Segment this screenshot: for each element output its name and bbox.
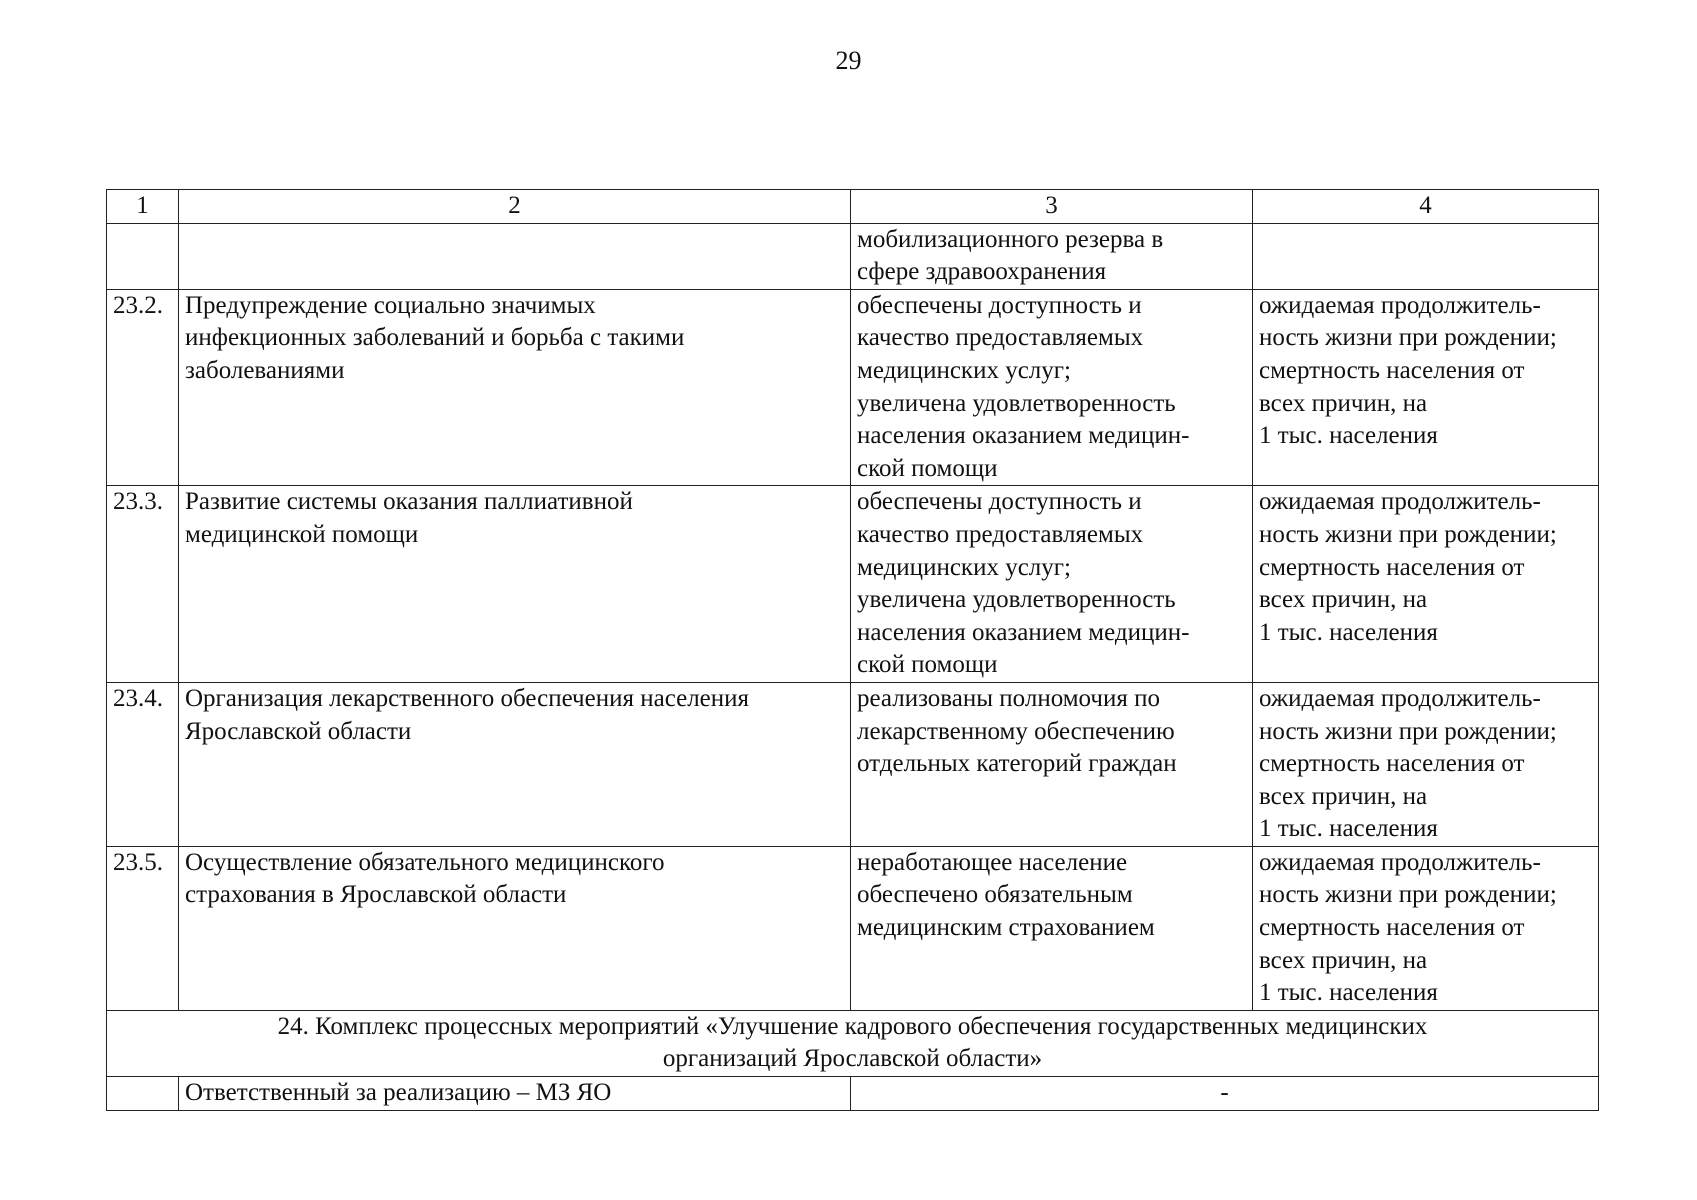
indicator-line: смертность населения от <box>1259 553 1525 581</box>
header-cell-4: 4 <box>1253 190 1599 224</box>
indicator-line: 1 тыс. населения <box>1259 422 1438 450</box>
header-cell-3: 3 <box>851 190 1253 224</box>
table-row-23-5 <box>107 846 1599 1010</box>
indicator-line: ность жизни при рождении; <box>1259 717 1557 745</box>
section-line: 24. Комплекс процессных мероприятий «Улучшение кадрового обеспечения государственных медицинских <box>277 1012 1428 1040</box>
title-line: Осуществление обязательного медицинского <box>185 848 665 876</box>
table-row-continuation <box>107 223 1599 289</box>
indicator-cell <box>1253 223 1599 289</box>
result-line: обеспечены доступность и <box>857 291 1142 319</box>
section-line: организаций Ярославской области» <box>662 1045 1043 1073</box>
indicator-line: смертность населения от <box>1259 750 1525 778</box>
indicator-cell <box>1253 682 1599 846</box>
title-cell <box>179 846 851 1010</box>
indicator-line: смертность населения от <box>1259 356 1525 384</box>
page-number: 29 <box>835 46 862 75</box>
result-cell <box>851 223 1253 289</box>
indicator-line: всех причин, на <box>1259 389 1428 417</box>
indicator-cell <box>1253 486 1599 683</box>
result-line: сфере здравоохранения <box>857 258 1107 286</box>
table-row-23-3 <box>107 486 1599 683</box>
indicator-cell <box>1253 289 1599 486</box>
num-cell: 23.3. <box>107 486 179 683</box>
result-line: ской помощи <box>857 454 998 482</box>
result-line: увеличена удовлетворенность <box>857 389 1176 417</box>
responsible-value: - <box>851 1077 1599 1111</box>
result-line: увеличена удовлетворенность <box>857 586 1176 614</box>
indicator-line: смертность населения от <box>1259 914 1525 942</box>
result-line: ской помощи <box>857 651 998 679</box>
result-line: отдельных категорий граждан <box>857 750 1177 778</box>
title-line: Организация лекарственного обеспечения населения <box>185 684 750 712</box>
result-line: мобилизационного резерва в <box>857 225 1164 253</box>
indicator-line: ность жизни при рождении; <box>1259 324 1557 352</box>
result-cell <box>851 682 1253 846</box>
indicator-line: ность жизни при рождении; <box>1259 881 1557 909</box>
num-cell <box>107 223 179 289</box>
title-cell <box>179 486 851 683</box>
title-line: Предупреждение социально значимых <box>185 291 596 319</box>
result-line: обеспечены доступность и <box>857 488 1142 516</box>
result-line: медицинских услуг; <box>857 553 1071 581</box>
title-line: инфекционных заболеваний и борьба с такими <box>185 324 685 352</box>
title-cell <box>179 289 851 486</box>
num-cell: 23.5. <box>107 846 179 1010</box>
result-line: качество предоставляемых <box>857 520 1144 548</box>
indicator-line: ожидаемая продолжитель- <box>1259 848 1541 876</box>
result-line: неработающее население <box>857 848 1128 876</box>
responsible-label: Ответственный за реализацию – МЗ ЯО <box>179 1077 851 1111</box>
section-title <box>107 1010 1599 1076</box>
table-header-row <box>107 190 1599 224</box>
indicator-line: 1 тыс. населения <box>1259 815 1438 843</box>
result-line: медицинских услуг; <box>857 356 1071 384</box>
num-cell <box>107 1077 179 1111</box>
result-line: качество предоставляемых <box>857 324 1144 352</box>
responsible-row <box>107 1077 1599 1111</box>
indicator-line: всех причин, на <box>1259 946 1428 974</box>
indicator-line: ожидаемая продолжитель- <box>1259 488 1541 516</box>
result-line: населения оказанием медицин- <box>857 618 1190 646</box>
header-cell-2: 2 <box>179 190 851 224</box>
table-row-23-4 <box>107 682 1599 846</box>
indicator-line: всех причин, на <box>1259 782 1428 810</box>
num-cell: 23.2. <box>107 289 179 486</box>
result-line: лекарственному обеспечению <box>857 717 1175 745</box>
result-cell <box>851 486 1253 683</box>
title-cell <box>179 223 851 289</box>
indicator-cell <box>1253 846 1599 1010</box>
title-line: Ярославской области <box>185 717 412 745</box>
indicator-line: ожидаемая продолжитель- <box>1259 684 1541 712</box>
indicator-line: ожидаемая продолжитель- <box>1259 291 1541 319</box>
title-cell <box>179 682 851 846</box>
title-line: Развитие системы оказания паллиативной <box>185 488 633 516</box>
result-line: реализованы полномочия по <box>857 684 1160 712</box>
title-line: заболеваниями <box>185 356 345 384</box>
result-line: медицинским страхованием <box>857 914 1155 942</box>
header-cell-1: 1 <box>107 190 179 224</box>
table-row-23-2 <box>107 289 1599 486</box>
title-line: медицинской помощи <box>185 520 419 548</box>
result-cell <box>851 846 1253 1010</box>
num-cell: 23.4. <box>107 682 179 846</box>
title-line: страхования в Ярославской области <box>185 881 567 909</box>
result-line: населения оказанием медицин- <box>857 422 1190 450</box>
indicator-line: 1 тыс. населения <box>1259 618 1438 646</box>
result-cell <box>851 289 1253 486</box>
indicator-line: всех причин, на <box>1259 586 1428 614</box>
activities-table <box>106 189 1599 1111</box>
result-line: обеспечено обязательным <box>857 881 1133 909</box>
indicator-line: 1 тыс. населения <box>1259 979 1438 1007</box>
indicator-line: ность жизни при рождении; <box>1259 520 1557 548</box>
section-row <box>107 1010 1599 1076</box>
